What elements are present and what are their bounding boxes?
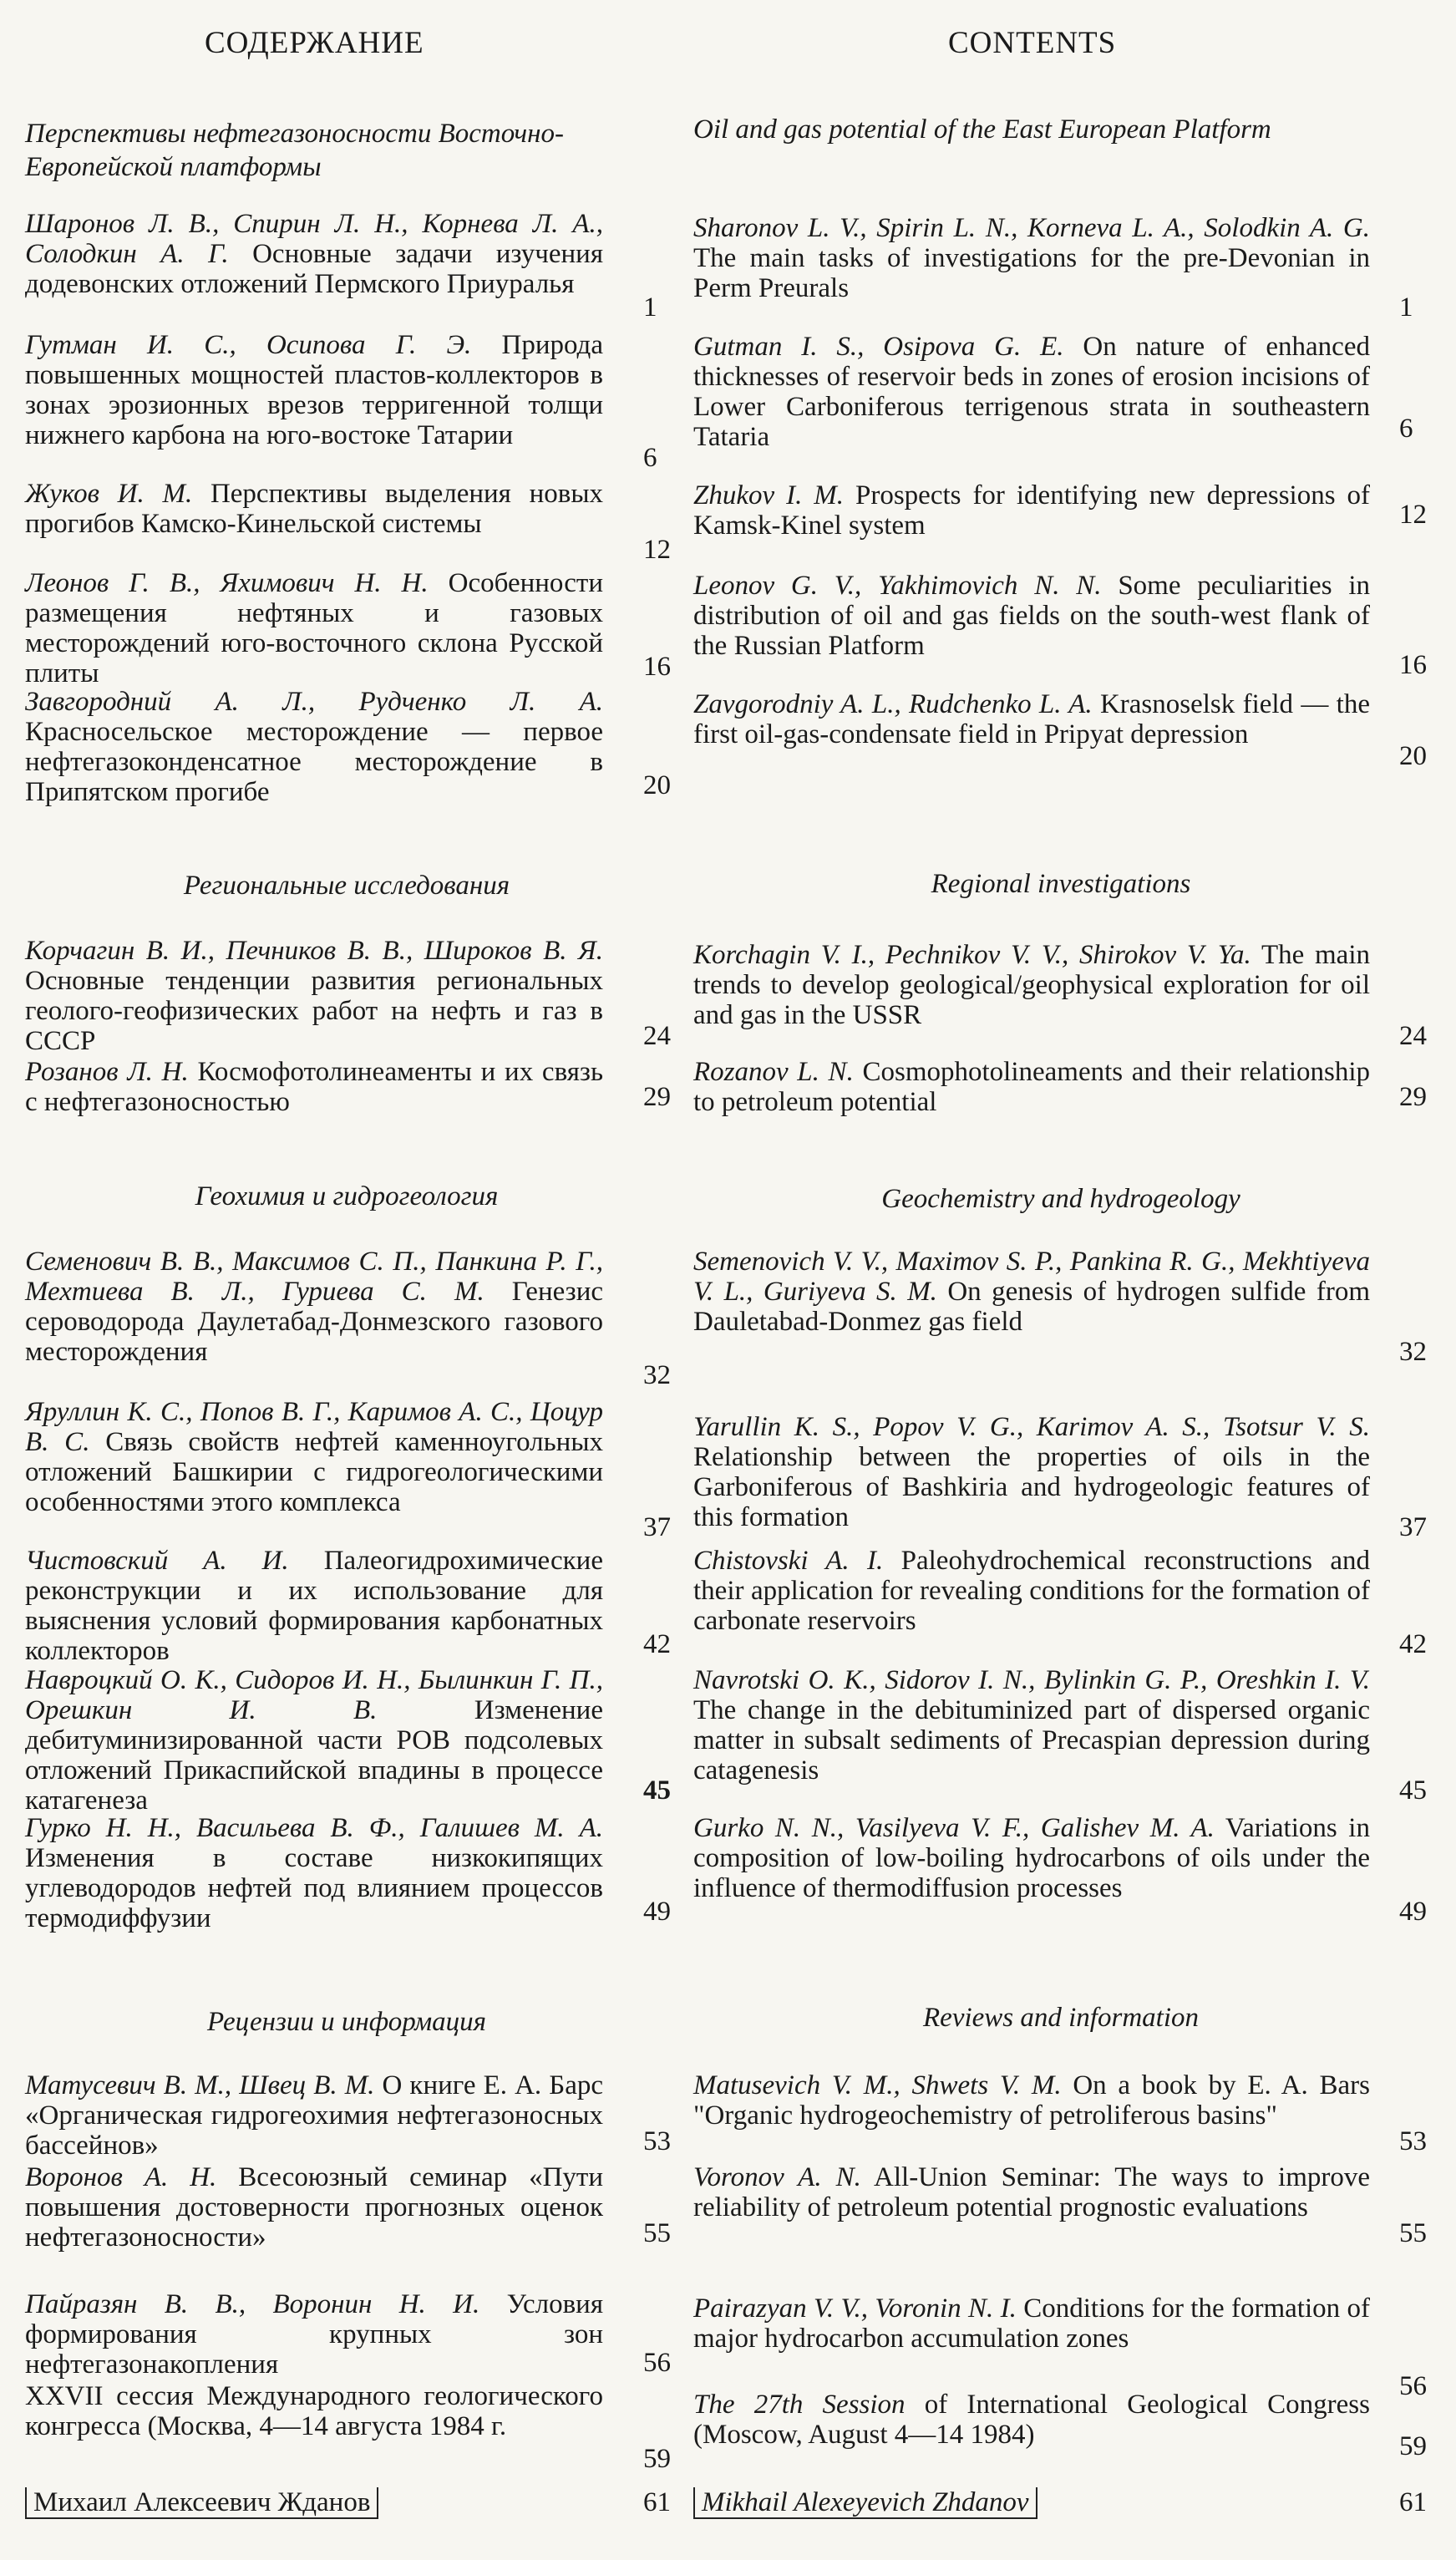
entry-authors: Завгородний А. Л., Рудченко Л. А. [25,687,603,717]
page-number: 1 [643,292,657,323]
toc-entry [25,687,603,807]
entry-authors: Розанов Л. Н. [25,1057,189,1087]
entry-title: Связь свойств нефтей каменноугольных отложений Башкирии с гидрогеологическими особенностями этого комплекса [25,1427,603,1517]
entry-authors: Zavgorodniy A. L., Rudchenko L. A. [693,689,1093,719]
page-number: 20 [1399,741,1427,771]
page-number: 24 [643,1021,671,1051]
page-number: 49 [643,1897,671,1927]
entry-title: Палеогидрохимические реконструкции и их использование для выяснения условий формирования карбонатных коллекторов [25,1546,603,1666]
entry-title: Изменения в составе низкокипящих углеводородов нефтей под влиянием процессов термодиффузии [25,1843,603,1933]
entry-authors: Sharonov L. V., Spirin L. N., Korneva L. A., Solodkin A. G. [693,213,1370,243]
entry-authors: Корчагин В. И., Печников В. В., Широков В. Я. [25,936,603,966]
entry-title: Krasnoselsk field — the first oil-gas-condensate field in Pripyat depression [693,689,1370,749]
entry-title: О книге Е. А. Барс «Органическая гидрогеохимия нефтегазоносных бассейнов» [25,2070,603,2161]
page-number: 1 [1399,292,1413,323]
toc-entry [25,1665,603,1816]
toc-entry [693,689,1370,749]
toc-entry [693,480,1370,541]
entry-title: On nature of enhanced thicknesses of reservoir beds in zones of erosion incisions of Lower Carboniferous terrigenous strata in southeastern Tataria [693,332,1370,452]
page-number: 37 [1399,1512,1427,1542]
entry-title: Variations in composition of low-boiling hydrocarbons of oils under the influence of thermodiffusion processes [693,1813,1370,1903]
toc-entry [693,940,1370,1030]
section-title: Regional investigations [931,869,1191,899]
entry-title: Природа повышенных мощностей пластов-коллекторов в зонах эрозионных врезов терригенной толщи нижнего карбона на юго-востоке Татарии [25,330,603,450]
page-number: 53 [1399,2126,1427,2156]
entry-title: Красносельское месторождение — первое нефтегазоконденсатное месторождение в Припятском прогибе [25,717,603,807]
english-heading: CONTENTS [948,26,1117,60]
toc-entry [25,1813,603,1933]
entry-title: Relationship between the properties of oils in the Garboniferous of Bashkiria and hydrogeologic features of this formation [693,1442,1370,1532]
toc-entry [693,1546,1370,1636]
page-number: 45 [1399,1775,1427,1806]
section-title: Геохимия и гидрогеология [195,1181,499,1211]
toc-entry [25,330,603,450]
entry-title: Изменение дебитуминизированной части РОВ подсолевых отложений Прикаспийской впадины в процессе катагенеза [25,1695,603,1816]
page-number: 6 [643,443,657,473]
toc-entry [25,1247,603,1367]
entry-authors: Chistovski A. I. [693,1546,884,1576]
entry-title: Генезис сероводорода Даулетабад-Донмезского газового месторождения [25,1277,604,1367]
boxed-obituary-name: Mikhail Alexeyevich Zhdanov [693,2487,1037,2519]
entry-title: On genesis of hydrogen sulfide from Dauletabad-Donmez gas field [693,1277,1370,1337]
page-number: 32 [643,1360,671,1390]
boxed-obituary-name: Михаил Алексеевич Жданов [25,2487,378,2519]
page-number: 29 [643,1082,671,1112]
page-number: 37 [643,1512,671,1542]
entry-title: The main tasks of investigations for the pre-Devonian in Perm Preurals [693,243,1370,303]
toc-entry [25,568,603,688]
entry-title: XXVII сессия Международного геологического конгресса (Москва, 4—14 августа 1984 г. [25,2381,603,2441]
entry-title: of International Geological Congress (Moscow, August 4—14 1984) [693,2390,1370,2450]
section-title: Geochemistry and hydrogeology [881,1184,1240,1214]
entry-authors: Шаронов Л. В., Спирин Л. Н., Корнева Л. А., Солодкин А. Г. [25,209,603,269]
entry-authors: Pairazyan V. V., Voronin N. I. [693,2293,1017,2324]
page-number: 42 [643,1629,671,1659]
page-number: 12 [643,535,671,565]
toc-entry [25,2289,603,2380]
entry-title: Условия формирования крупных зон нефтегазонакопления [25,2289,604,2380]
section-title: Reviews and information [923,2003,1199,2033]
page-number: 53 [643,2126,671,2156]
toc-entry [693,2162,1370,2222]
entry-authors: Жуков И. М. [25,479,193,509]
section-title: Рецензии и информация [207,2007,486,2037]
page-number: 32 [1399,1337,1427,1367]
toc-entry [693,571,1370,661]
toc-entry [693,2487,1370,2519]
page-number: 12 [1399,500,1427,530]
toc-entry [25,2070,603,2161]
page-number: 61 [1399,2487,1427,2517]
page-number: 59 [1399,2431,1427,2461]
entry-authors: Семенович В. В., Максимов С. П., Панкина Р. Г., Мехтиева В. Л., Гуриева С. М. [25,1247,603,1307]
section-title: Перспективы нефтегазоносности Восточно-Европейской платформы [25,119,565,182]
entry-authors: Navrotski O. K., Sidorov I. N., Bylinkin G. P., Oreshkin I. V. [693,1665,1370,1695]
entry-authors: Semenovich V. V., Maximov S. P., Pankina R. G., Mekhtiyeva V. L., Guriyeva S. M. [693,1247,1370,1307]
toc-entry [693,1665,1370,1785]
section-title: Oil and gas potential of the East European Platform [693,114,1271,145]
entry-title: Особенности размещения нефтяных и газовых месторождений юго-восточного склона Русской плиты [25,568,603,688]
page-number: 29 [1399,1082,1427,1112]
toc-entry [693,1057,1370,1117]
entry-authors: Leonov G. V., Yakhimovich N. N. [693,571,1102,601]
toc-entry [25,479,603,539]
page-number: 56 [643,2348,671,2378]
page-number: 16 [1399,650,1427,680]
page-number: 20 [643,770,671,800]
entry-authors: Gurko N. N., Vasilyeva V. F., Galishev M. A. [693,1813,1215,1843]
entry-authors: Rozanov L. N. [693,1057,854,1087]
toc-entry [693,1247,1370,1337]
entry-title: On a book by E. A. Bars "Organic hydrogeochemistry of petroliferous basins" [693,2070,1370,2131]
toc-entry [693,332,1370,452]
toc-entry [693,2070,1370,2131]
toc-entry [693,2293,1370,2354]
page-number: 42 [1399,1629,1427,1659]
entry-title: All-Union Seminar: The ways to improve reliability of petroleum potential prognostic evaluations [693,2162,1370,2222]
page-number: 61 [643,2487,671,2517]
page-number: 24 [1399,1021,1427,1051]
entry-authors: Воронов А. Н. [25,2162,217,2192]
entry-authors: Леонов Г. В., Яхимович Н. Н. [25,568,429,598]
toc-entry [25,2381,603,2441]
entry-authors: Matusevich V. M., Shwets V. M. [693,2070,1062,2100]
entry-authors: The 27th Session [693,2390,906,2420]
entry-title: Paleohydrochemical reconstructions and their application for revealing conditions for the formation of carbonate reservoirs [693,1546,1370,1636]
entry-authors: Пайразян В. В., Воронин Н. И. [25,2289,480,2319]
page-number: 6 [1399,414,1413,444]
entry-authors: Гутман И. С., Осипова Г. Э. [25,330,472,360]
entry-title: Some peculiarities in distribution of oil and gas fields on the south-west flank of the Russian Platform [693,571,1370,661]
entry-title: Всесоюзный семинар «Пути повышения достоверности прогнозных оценок нефтегазоносности» [25,2162,603,2253]
entry-authors: Навроцкий О. К., Сидоров И. Н., Былинкин Г. П., Орешкин И. В. [25,1665,603,1725]
entry-title: The change in the debituminized part of dispersed organic matter in subsalt sediments of Precaspian depression during catagenesis [693,1695,1370,1785]
entry-authors: Voronov A. N. [693,2162,861,2192]
page-number: 16 [643,652,671,682]
toc-entry [25,1546,603,1666]
entry-authors: Матусевич В. М., Швец В. М. [25,2070,375,2100]
toc-entry [693,1813,1370,1903]
page-number: 49 [1399,1897,1427,1927]
entry-authors: Korchagin V. I., Pechnikov V. V., Shirokov V. Ya. [693,940,1251,970]
entry-authors: Чистовский А. И. [25,1546,289,1576]
entry-authors: Яруллин К. С., Попов В. Г., Каримов А. С., Цоцур В. С. [25,1397,603,1457]
entry-title: Космофотолинеаменты и их связь с нефтегазоносностью [25,1057,603,1117]
page-number: 55 [1399,2218,1427,2248]
entry-title: Cosmophotolineaments and their relationship to petroleum potential [693,1057,1370,1117]
page-number: 56 [1399,2371,1427,2401]
entry-authors: Zhukov I. M. [693,480,845,510]
entry-authors: Гурко Н. Н., Васильева В. Ф., Галишев М. А. [25,1813,603,1843]
section-title: Региональные исследования [183,871,510,901]
toc-entry [25,1057,603,1117]
toc-entry [25,209,603,299]
toc-entry [25,2487,603,2519]
toc-entry [25,1397,603,1517]
russian-heading: СОДЕРЖАНИЕ [205,26,424,60]
entry-title: Основные тенденции развития региональных геолого-геофизических работ на нефть и газ в СССР [25,966,603,1056]
entry-title: Conditions for the formation of major hydrocarbon accumulation zones [693,2293,1370,2354]
entry-authors: Yarullin K. S., Popov V. G., Karimov A. S., Tsotsur V. S. [693,1412,1370,1442]
toc-entry [693,1412,1370,1532]
entry-title: Prospects for identifying new depressions of Kamsk-Kinel system [693,480,1370,541]
entry-title: Перспективы выделения новых прогибов Камско-Кинельской системы [25,479,603,539]
entry-title: Основные задачи изучения додевонских отложений Пермского Приуралья [25,239,603,299]
page-number: 45 [643,1775,671,1806]
page-number: 55 [643,2218,671,2248]
page-number: 59 [643,2444,671,2474]
entry-authors: Gutman I. S., Osipova G. E. [693,332,1064,362]
toc-entry [693,2390,1370,2450]
entry-title: The main trends to develop geological/geophysical exploration for oil and gas in the USSR [693,940,1370,1030]
toc-entry [25,936,603,1056]
toc-entry [693,213,1370,303]
toc-entry [25,2162,603,2253]
